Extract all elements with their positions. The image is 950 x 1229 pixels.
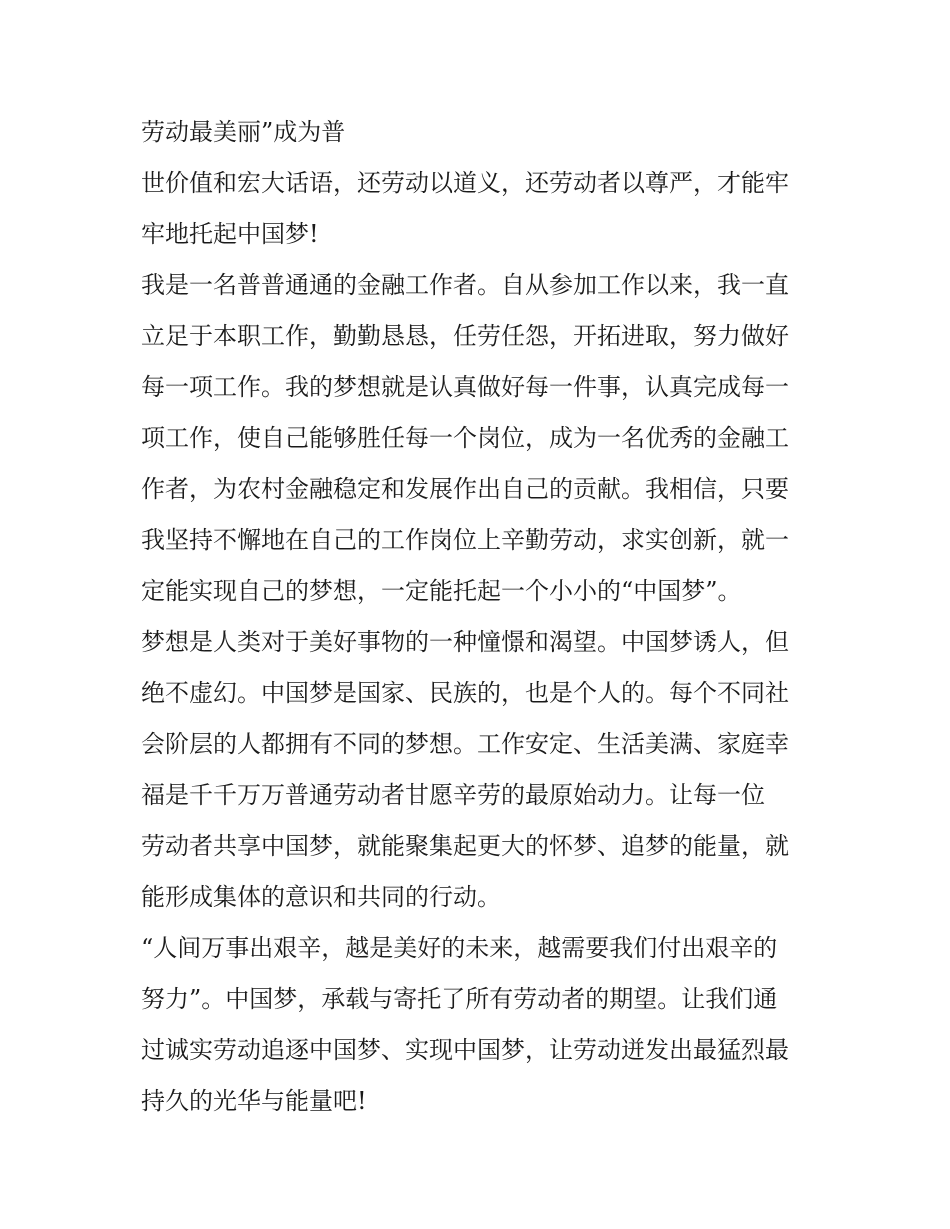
text-line: 努力”。中国梦，承载与寄托了所有劳动者的期望。让我们通 [141,985,778,1013]
text-line: 立足于本职工作，勤勤恳恳，任劳任怨，开拓进取，努力做好 [141,322,789,350]
text-line: 持久的光华与能量吧! [141,1087,367,1115]
text-line: 作者，为农村金融稳定和发展作出自己的贡献。我相信，只要 [141,475,789,503]
text-line: 绝不虚幻。中国梦是国家、民族的，也是个人的。每个不同社 [141,679,789,707]
text-line: 我坚持不懈地在自己的工作岗位上辛勤劳动，求实创新，就一 [141,526,789,554]
text-line: 过诚实劳动追逐中国梦、实现中国梦，让劳动迸发出最猛烈最 [141,1036,789,1064]
text-line: 牢地托起中国梦! [141,220,319,248]
text-line: 世价值和宏大话语，还劳动以道义，还劳动者以尊严，才能牢 [141,169,789,197]
text-line: “人间万事出艰辛，越是美好的未来，越需要我们付出艰辛的 [141,934,778,962]
text-line: 我是一名普普通通的金融工作者。自从参加工作以来，我一直 [141,271,789,299]
text-line: 劳动者共享中国梦，就能聚集起更大的怀梦、追梦的能量，就 [141,832,789,860]
text-line: 梦想是人类对于美好事物的一种憧憬和渴望。中国梦诱人，但 [141,628,789,656]
text-line: 能形成集体的意识和共同的行动。 [141,883,501,911]
text-line: 定能实现自己的梦想，一定能托起一个小小的“中国梦”。 [141,577,742,605]
document-body [141,107,816,1127]
text-line: 项工作，使自己能够胜任每一个岗位，成为一名优秀的金融工 [141,424,789,452]
text-line: 劳动最美丽”成为普 [141,118,346,146]
text-line: 福是千千万万普通劳动者甘愿辛劳的最原始动力。让每一位 [141,781,765,809]
text-line: 每一项工作。我的梦想就是认真做好每一件事，认真完成每一 [141,373,789,401]
text-line: 会阶层的人都拥有不同的梦想。工作安定、生活美满、家庭幸 [141,730,789,758]
